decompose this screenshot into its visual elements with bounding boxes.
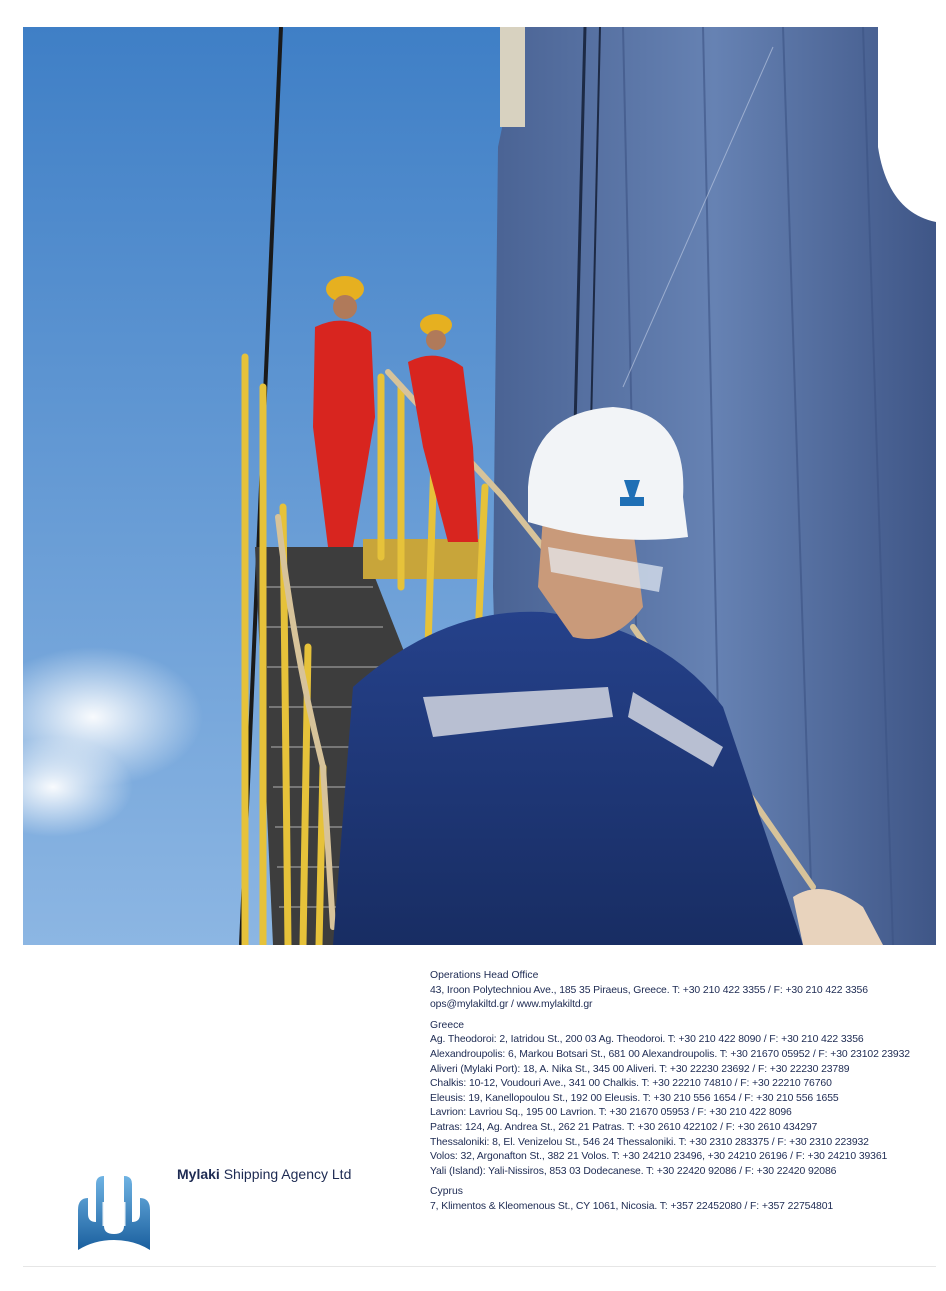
office-line: 7, Klimentos & Kleomenous St., CY 1061, Nicosia. T: +357 22452080 / F: +357 22754801 [430,1200,834,1212]
bottom-divider [23,1266,936,1267]
office-line: Aliveri (Mylaki Port): 18, A. Nika St., 345 00 Aliveri. T: +30 22230 23692 / F: +30 22230 23789 [430,1063,850,1075]
head-office-address: 43, Iroon Polytechniou Ave., 185 35 Piraeus, Greece. T: +30 210 422 3355 / F: +30 210 422 3356 [430,984,868,996]
office-line: Alexandroupolis: 6, Markou Botsari St., 681 00 Alexandroupolis. T: +30 21670 05952 / F: +30 23102 23932 [430,1048,910,1060]
greece-block [430,1019,942,1180]
cyprus-title: Cyprus [430,1186,463,1198]
head-office-block [430,969,942,1013]
company-name [177,1166,351,1182]
office-line: Eleusis: 19, Kanellopoulou St., 192 00 Eleusis. T: +30 210 556 1654 / F: +30 210 556 1655 [430,1092,839,1104]
cyprus-block [430,1185,942,1214]
head-office-title: Operations Head Office [430,970,539,981]
office-line: Patras: 124, Ag. Andrea St., 262 21 Patras. T: +30 2610 422102 / F: +30 2610 434297 [430,1121,818,1133]
office-line: Thessaloniki: 8, El. Venizelou St., 546 24 Thessaloniki. T: +30 2310 283375 / F: +30 2310 223932 [430,1136,869,1148]
mylaki-logo-icon [74,1172,154,1250]
office-contacts [430,969,942,1221]
office-line: Volos: 32, Argonafton St., 382 21 Volos. T: +30 24210 23496, +30 24210 26196 / F: +30 24210 39361 [430,1151,888,1163]
office-line: Ag. Theodoroi: 2, Iatridou St., 200 03 Ag. Theodoroi. T: +30 210 422 8090 / F: +30 210 422 3356 [430,1034,864,1046]
office-line: Chalkis: 10-12, Voudouri Ave., 341 00 Chalkis. T: +30 22210 74810 / F: +30 22210 76760 [430,1078,832,1090]
company-name-rest: Shipping Agency Ltd [219,1166,352,1182]
head-office-web[interactable]: ops@mylakiltd.gr / www.mylakiltd.gr [430,999,593,1011]
cover-photo [23,27,936,945]
office-line: Lavrion: Lavriou Sq., 195 00 Lavrion. T: +30 21670 05953 / F: +30 210 422 8096 [430,1107,792,1119]
greece-title: Greece [430,1019,465,1031]
office-line: Yali (Island): Yali-Nissiros, 853 03 Dodecanese. T: +30 22420 92086 / F: +30 22420 92086 [430,1165,837,1177]
company-name-bold: Mylaki [177,1166,220,1182]
